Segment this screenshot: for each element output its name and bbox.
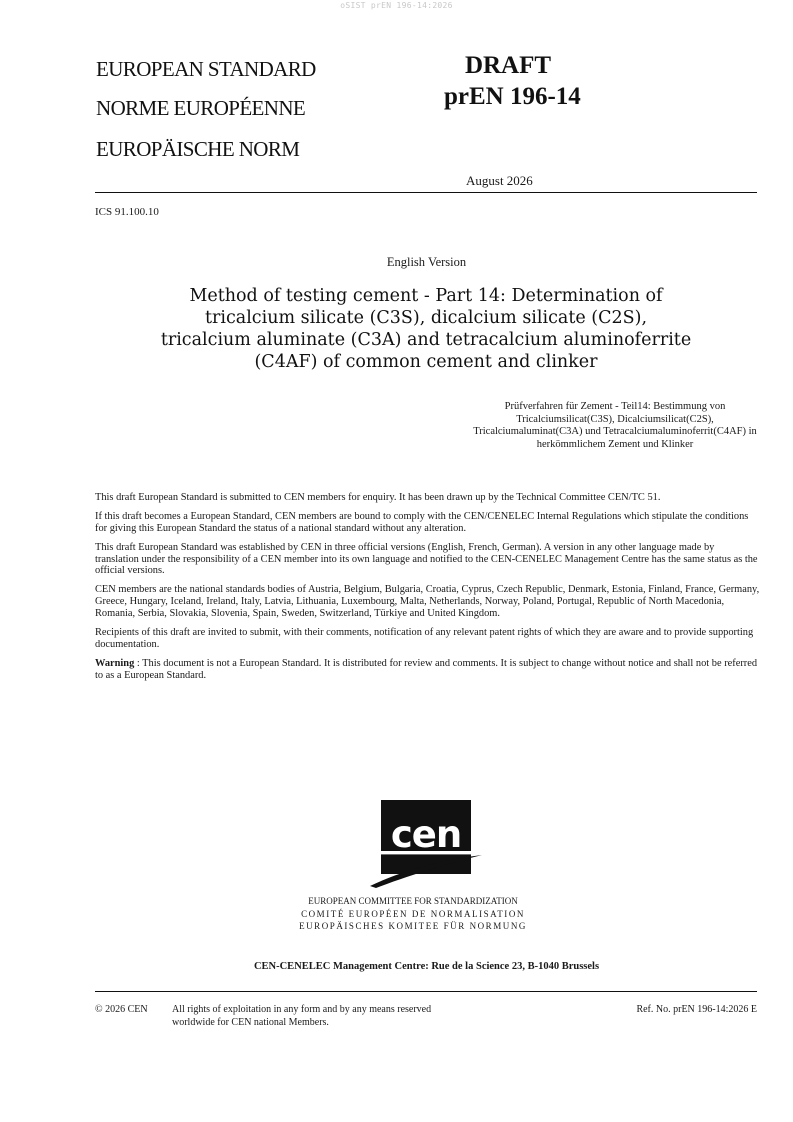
ics-code: ICS 91.100.10 bbox=[95, 206, 159, 218]
paragraph-versions: This draft European Standard was established by CEN in three official versions (English, French, German). A version in any other language made by translation under the responsibility of a CEN member into its own language and notified to the CEN-CENELEC Management Centre has the same status as the official versions. bbox=[95, 541, 758, 577]
rights-line-2: worldwide for CEN national Members. bbox=[172, 1016, 329, 1028]
document-title: Method of testing cement - Part 14: Determination of tricalcium silicate (C3S), dicalcium silicate (C2S), tricalcium aluminate (C3A) and tetracalcium aluminoferrite (C4AF) of common cement and clinker bbox=[160, 286, 692, 372]
version-label: English Version bbox=[386, 255, 467, 269]
draft-label: DRAFT bbox=[464, 52, 552, 79]
standard-name-en: EUROPEAN STANDARD bbox=[96, 57, 316, 81]
reference-number: Ref. No. prEN 196-14:2026 E bbox=[636, 1004, 757, 1015]
paragraph-patents: Recipients of this draft are invited to submit, with their comments, notification of any relevant patent rights of which they are aware and to provide supporting documentation. bbox=[95, 626, 754, 650]
rights-line-1: All rights of exploitation in any form and by any means reserved bbox=[172, 1004, 432, 1015]
cen-logo bbox=[370, 799, 482, 891]
committee-name-de: EUROPÄISCHES KOMITEE FÜR NORMUNG bbox=[299, 921, 527, 932]
management-centre-address: CEN-CENELEC Management Centre: Rue de la Science 23, B-1040 Brussels bbox=[253, 961, 600, 972]
copyright: © 2026 CEN bbox=[95, 1004, 148, 1015]
publication-date: August 2026 bbox=[466, 173, 533, 188]
standard-name-fr: NORME EUROPÉENNE bbox=[96, 96, 306, 120]
watermark: oSIST prEN 196-14:2026 bbox=[340, 1, 453, 10]
logo-text: cen bbox=[390, 813, 462, 856]
german-title: Prüfverfahren für Zement - Teil14: Bestimmung von Tricalciumsilicat(C3S), Dicalciumsilicat(C2S), Tricalciumaluminat(C3A) und Tetracalciumaluminoferrit(C4AF) in herkömmlichem Zement und Klinker bbox=[473, 401, 757, 450]
draft-number: prEN 196-14 bbox=[444, 83, 581, 110]
paragraph-regulations: If this draft becomes a European Standard, CEN members are bound to comply with the CEN/CENELEC Internal Regulations which stipulate the conditions for giving this European Standard the status of a national standard without any alteration. bbox=[95, 510, 749, 534]
warning-paragraph bbox=[95, 658, 760, 682]
footer-rule bbox=[95, 991, 757, 992]
warning-label: Warning bbox=[95, 657, 135, 669]
paragraph-members: CEN members are the national standards bodies of Austria, Belgium, Bulgaria, Croatia, Cyprus, Czech Republic, Denmark, Estonia, Finland, France, Germany, Greece, Hungary, Iceland, Ireland, Italy, Latvia, Lithuania, Luxembourg, Malta, Netherlands, Norway, Poland, Portugal, Republic of North Macedonia, Romania, Serbia, Slovakia, Slovenia, Spain, Sweden, Switzerland, Türkiye and United Kingdom. bbox=[95, 584, 760, 619]
header-rule bbox=[95, 192, 757, 193]
rights-notice bbox=[172, 1004, 431, 1029]
committee-name-en: EUROPEAN COMMITTEE FOR STANDARDIZATION bbox=[308, 896, 518, 906]
committee-names bbox=[0, 895, 793, 933]
body-text bbox=[95, 492, 760, 688]
paragraph-enquiry: This draft European Standard is submitted to CEN members for enquiry. It has been drawn up by the Technical Committee CEN/TC 51. bbox=[95, 492, 661, 503]
warning-text: : This document is not a European Standard. It is distributed for review and comments. It is subject to change without notice and shall not be referred to as a European Standard. bbox=[95, 657, 758, 681]
standard-name-de: EUROPÄISCHE NORM bbox=[96, 137, 300, 161]
committee-name-fr: COMITÉ EUROPÉEN DE NORMALISATION bbox=[301, 908, 525, 919]
